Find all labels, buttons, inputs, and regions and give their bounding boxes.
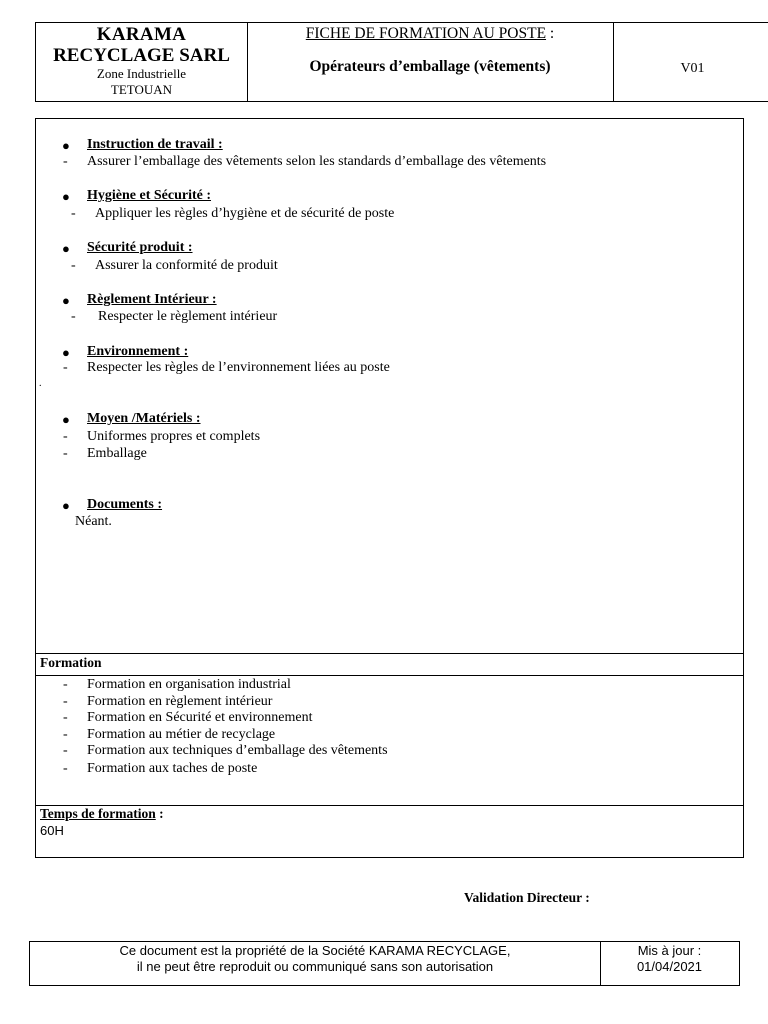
dash-marker: - <box>63 446 68 461</box>
dash-marker: - <box>71 258 76 273</box>
formation-item: Formation en Sécurité et environnement <box>87 710 313 725</box>
section-line-instruction: Assurer l’emballage des vêtements selon les standards d’emballage des vêtements <box>87 154 547 169</box>
formation-item: Formation au métier de recyclage <box>87 727 276 742</box>
dash-marker: - <box>63 360 68 375</box>
temps-label <box>40 806 164 822</box>
formation-item: Formation aux techniques d’emballage des vêtements <box>87 743 388 758</box>
stray-dot: . <box>39 378 42 389</box>
divider <box>36 675 743 676</box>
section-title-documents: Documents : <box>87 497 163 512</box>
dash-marker: - <box>71 206 76 221</box>
update-date: 01/04/2021 <box>636 959 703 974</box>
bullet-icon: ● <box>62 412 70 427</box>
address-line1: Zone Industrielle <box>96 66 187 81</box>
dash-marker: - <box>63 429 68 444</box>
section-line-environnement: Respecter les règles de l’environnement liées au poste <box>87 360 390 375</box>
section-line-documents: Néant. <box>75 514 112 529</box>
section-title-reglement: Règlement Intérieur : <box>87 292 217 307</box>
section-line-reglement: Respecter le règlement intérieur <box>98 309 278 324</box>
document-title <box>247 25 613 43</box>
dash-marker: - <box>63 727 68 742</box>
bullet-icon: ● <box>62 293 70 308</box>
version-label: V01 <box>680 61 705 76</box>
company-name-line1: KARAMA <box>96 24 187 45</box>
temps-label-text: Temps de formation <box>40 806 156 821</box>
update-label: Mis à jour : <box>637 943 702 958</box>
section-title-moyen: Moyen /Matériels : <box>87 411 201 426</box>
dash-marker: - <box>63 677 68 692</box>
dash-marker: - <box>71 309 76 324</box>
section-title-hygiene: Hygiène et Sécurité : <box>87 188 212 203</box>
title-cell <box>247 23 614 101</box>
property-notice-line2: il ne peut être reproduit ou communiqué sans son autorisation <box>136 959 494 974</box>
update-cell <box>600 942 739 986</box>
property-notice-cell <box>30 942 601 986</box>
version-cell <box>613 23 768 101</box>
bullet-icon: ● <box>62 189 70 204</box>
formation-label: Formation <box>40 655 102 670</box>
bullet-icon: ● <box>62 345 70 360</box>
section-title-environnement: Environnement : <box>87 344 189 359</box>
section-line-moyen-1: Uniformes propres et complets <box>87 429 261 444</box>
header-table <box>35 22 768 102</box>
validation-label: Validation Directeur : <box>464 890 590 905</box>
dash-marker: - <box>63 710 68 725</box>
divider <box>36 653 743 654</box>
section-title-securite-produit: Sécurité produit : <box>87 240 193 255</box>
dash-marker: - <box>63 743 68 758</box>
temps-value: 60H <box>40 823 64 838</box>
dash-marker: - <box>63 694 68 709</box>
dash-marker: - <box>63 154 68 169</box>
dash-marker: - <box>63 761 68 776</box>
section-line-securite-produit: Assurer la conformité de produit <box>95 258 278 273</box>
bullet-icon: ● <box>62 241 70 256</box>
company-cell <box>36 23 248 101</box>
formation-item: Formation en règlement intérieur <box>87 694 273 709</box>
bullet-icon: ● <box>62 498 70 513</box>
bullet-icon: ● <box>62 138 70 153</box>
address-line2: TETOUAN <box>110 82 173 97</box>
section-line-hygiene: Appliquer les règles d’hygiène et de sécurité de poste <box>95 206 395 221</box>
job-title: Opérateurs d’emballage (vêtements) <box>309 58 551 75</box>
content-box <box>35 118 744 858</box>
document-title-text: FICHE DE FORMATION AU POSTE <box>305 25 547 42</box>
section-line-moyen-2: Emballage <box>87 446 147 461</box>
property-notice-line1: Ce document est la propriété de la Société KARAMA RECYCLAGE, <box>119 943 511 958</box>
temps-label-colon: : <box>155 806 164 821</box>
formation-item: Formation aux taches de poste <box>87 761 258 776</box>
document-title-colon: : <box>546 25 555 42</box>
section-title-instruction: Instruction de travail : <box>87 137 223 152</box>
company-name-line2: RECYCLAGE SARL <box>53 45 230 66</box>
footer-table <box>29 941 740 986</box>
formation-item: Formation en organisation industrial <box>87 677 291 692</box>
